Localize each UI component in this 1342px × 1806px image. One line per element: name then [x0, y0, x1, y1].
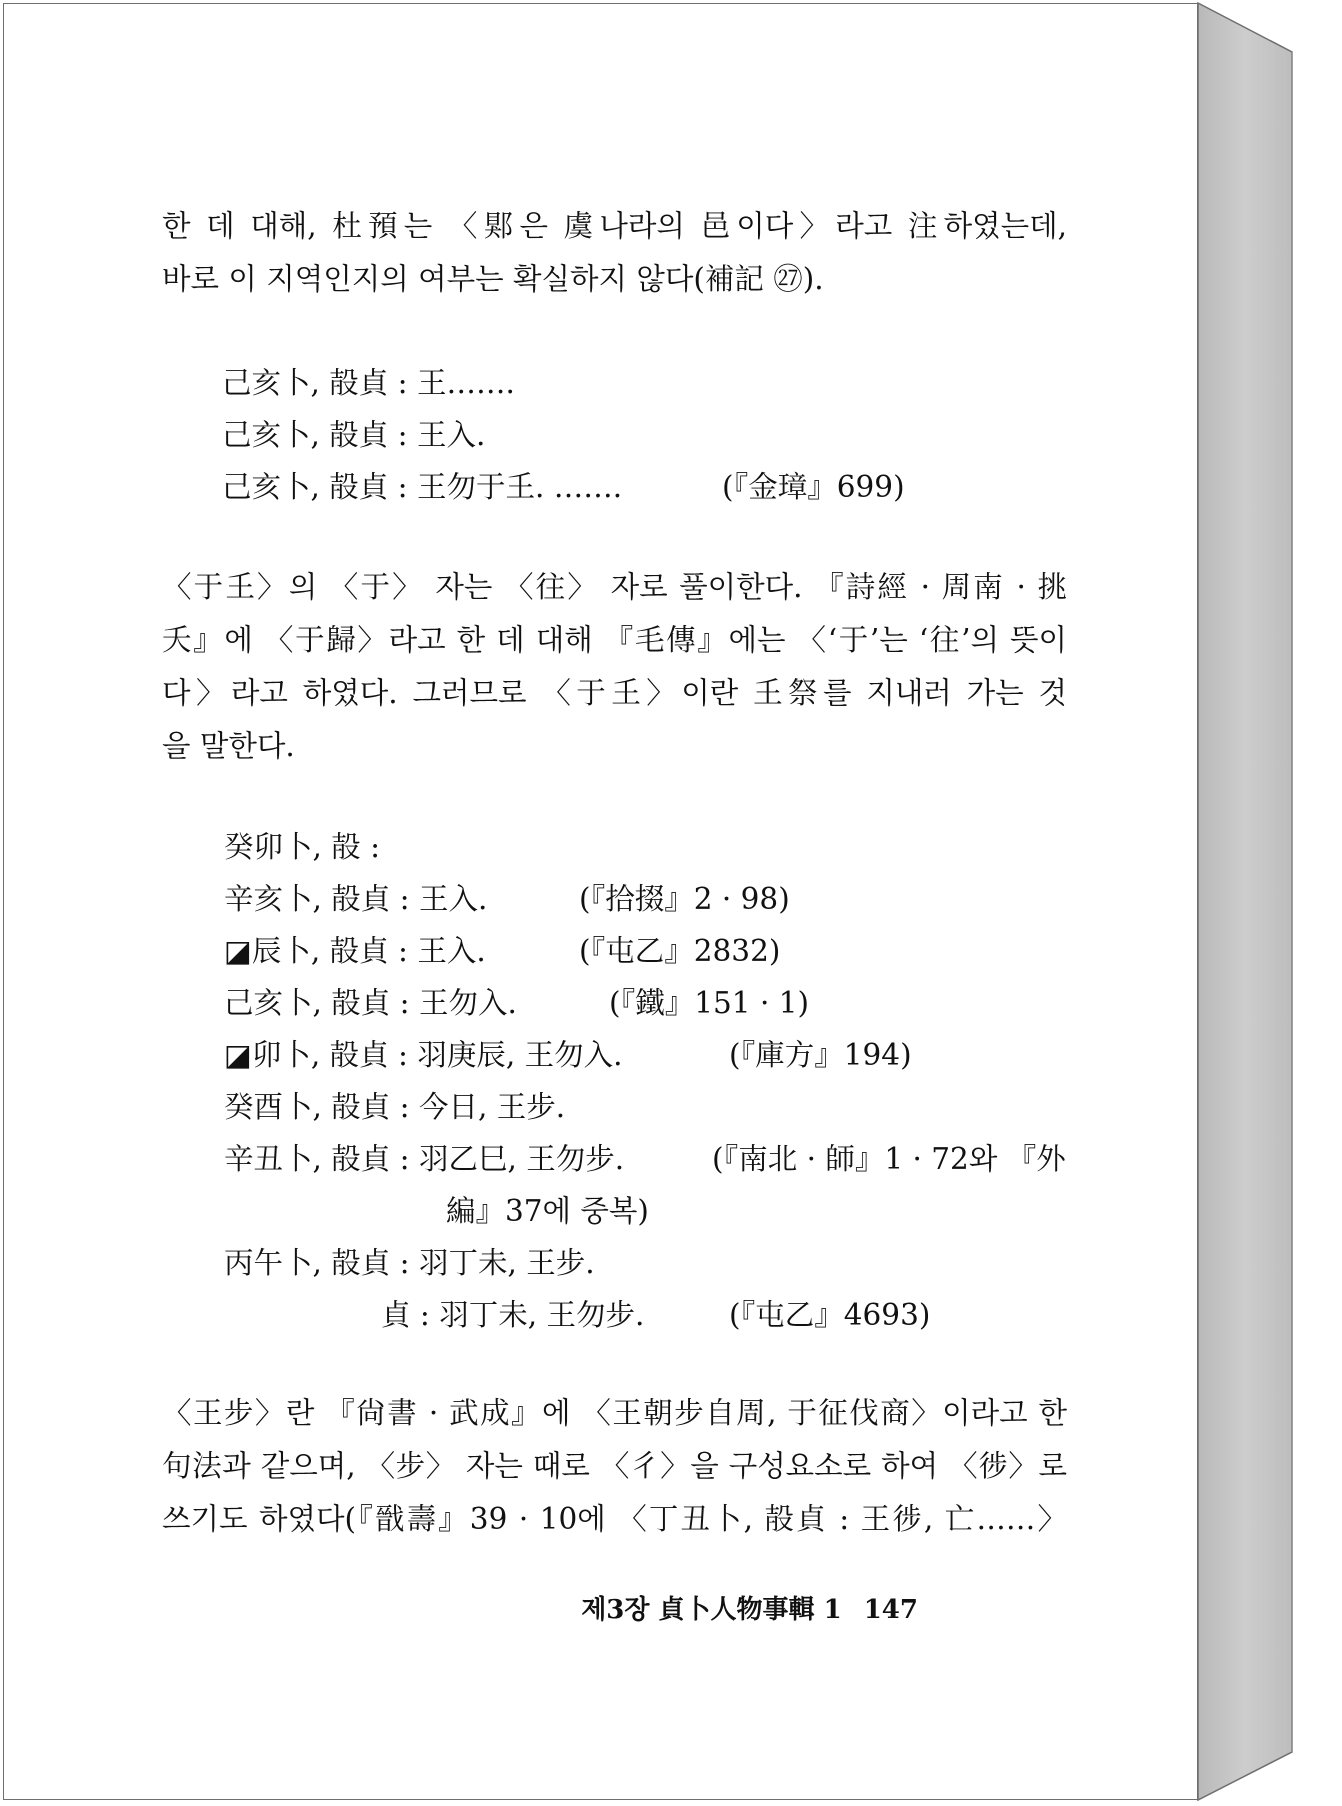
inscription-citation: (『鐵』151 · 1): [609, 986, 809, 1020]
inscription-line: [224, 977, 809, 1029]
paragraph-line: 한 데 대해, 杜預는 〈郹은 虞나라의 邑이다〉라고 注하였는데,: [162, 209, 1067, 243]
inscription-line: [224, 821, 649, 873]
page-number: 147: [863, 1595, 918, 1625]
inscription-text: 辛亥卜, 㱿貞 : 王入.: [224, 882, 488, 916]
inscription-text: 貞 : 羽丁未, 王勿步.: [381, 1298, 645, 1332]
inscription-line: [224, 1185, 649, 1237]
inscription-line: [222, 461, 905, 513]
inscription-text: 己亥卜, 㱿貞 : 王入.: [222, 418, 486, 452]
running-header: 제3장 貞卜人物事輯 1: [581, 1595, 842, 1625]
inscription-text: 編』37에 중복): [446, 1194, 649, 1228]
inscription-line: [224, 1289, 931, 1341]
inscription-line: [224, 925, 781, 977]
inscription-citation: (『拾掇』2 · 98): [579, 882, 790, 916]
paragraph-2: [162, 561, 1067, 773]
inscription-text: 癸酉卜, 㱿貞 : 今日, 王步.: [224, 1090, 566, 1124]
inscription-text: 辛丑卜, 㱿貞 : 羽乙巳, 王勿步.: [224, 1142, 625, 1176]
inscription-block-2: [224, 821, 1066, 1341]
inscription-citation: (『南北 · 師』1 · 72와 『外: [712, 1142, 1066, 1176]
paragraph-line: 을 말한다.: [162, 729, 295, 763]
inscription-line: [224, 1029, 912, 1081]
paragraph-line: 쓰기도 하였다(『戩壽』39 · 10에 〈丁丑卜, 㱿貞 : 王徏, 亡……〉: [162, 1502, 1067, 1536]
inscription-line: [224, 1133, 1066, 1185]
inscription-line: [224, 1237, 649, 1289]
paragraph-3: [162, 1387, 1067, 1546]
inscription-text: ◪辰卜, 㱿貞 : 王入.: [224, 934, 486, 968]
paragraph-line: 〈王步〉란 『尙書 · 武成』에 〈王朝步自周, 于征伐商〉이라고 한: [162, 1396, 1067, 1430]
inscription-text: 癸卯卜, 㱿 :: [224, 830, 381, 864]
page-footer: [581, 1589, 918, 1626]
inscription-citation: (『屯乙』4693): [729, 1298, 931, 1332]
inscription-text: 己亥卜, 㱿貞 : 王勿入.: [224, 986, 517, 1020]
inscription-text: 己亥卜, 㱿貞 : 王…….: [222, 366, 515, 400]
inscription-citation: (『金璋』699): [722, 470, 905, 504]
paragraph-1: [162, 200, 1067, 306]
paragraph-line: 夭』에 〈于歸〉라고 한 데 대해 『毛傳』에는 〈‘于’는 ‘往’의 뜻이: [162, 623, 1067, 657]
inscription-text: ◪卯卜, 㱿貞 : 羽庚辰, 王勿入.: [224, 1038, 623, 1072]
inscription-citation: (『庫方』194): [729, 1038, 912, 1072]
inscription-line: [224, 873, 790, 925]
inscription-text: 己亥卜, 㱿貞 : 王勿于𡈼. …….: [222, 470, 623, 504]
paragraph-line: 바로 이 지역인지의 여부는 확실하지 않다(補記 ㉗).: [162, 262, 824, 296]
inscription-block-1: [222, 357, 905, 513]
inscription-citation: (『屯乙』2832): [579, 934, 781, 968]
paragraph-line: 句法과 같으며, 〈步〉 자는 때로 〈彳〉을 구성요소로 하여 〈徏〉로: [162, 1449, 1067, 1483]
inscription-text: 丙午卜, 㱿貞 : 羽丁未, 王步.: [224, 1246, 595, 1280]
inscription-line: [222, 409, 622, 461]
paragraph-line: 다〉라고 하였다. 그러므로 〈于𡈼〉이란 𡈼祭를 지내러 가는 것: [162, 676, 1067, 710]
inscription-line: [224, 1081, 649, 1133]
paragraph-line: 〈于𡈼〉의 〈于〉 자는 〈往〉 자로 풀이한다. 『詩經 · 周南 · 挑: [162, 570, 1067, 604]
page-sheet: [3, 3, 1198, 1800]
inscription-line: [222, 357, 622, 409]
